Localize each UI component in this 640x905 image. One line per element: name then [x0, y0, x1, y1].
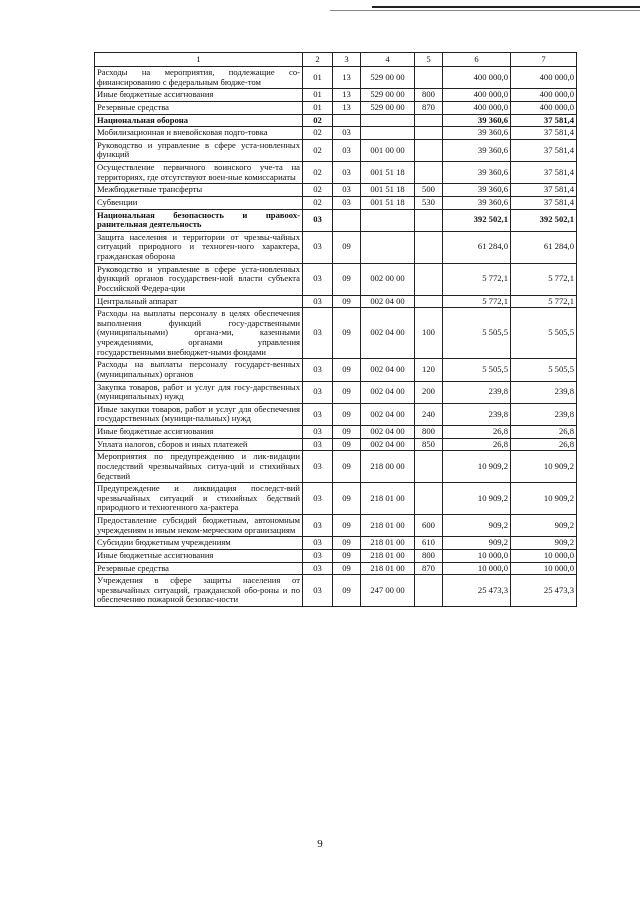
amount-year2-cell: 239,8: [511, 381, 577, 403]
row-name-cell: Центральный аппарат: [95, 295, 303, 308]
target-article-cell: 002 00 00: [361, 263, 415, 295]
section-code-cell: 03: [303, 231, 333, 263]
amount-year1-cell: 5 772,1: [443, 295, 511, 308]
table-body: [95, 67, 577, 607]
table-row: [95, 209, 577, 231]
row-name-cell: Учреждения в сфере защиты населения от чрезвычайных ситуаций, гражданской обо-роны и по обеспечению пожарной безопас-ности: [95, 575, 303, 607]
subsection-code-cell: 09: [333, 426, 361, 439]
amount-year1-cell: 400 000,0: [443, 101, 511, 114]
row-name-cell: Расходы на выплаты персоналу в целях обеспечения выполнения функций госу-дарственными (муниципальными) органа-ми, казенными учреждениями, органами управления государственными внебюджет-ными фондами: [95, 308, 303, 359]
amount-year2-cell: 400 000,0: [511, 101, 577, 114]
subsection-code-cell: 09: [333, 359, 361, 381]
table-row: [95, 231, 577, 263]
table-row: [95, 438, 577, 451]
row-name-cell: Защита населения и территории от чрезвы-чайных ситуаций природного и техноген-ного характера, гражданская оборона: [95, 231, 303, 263]
expense-type-cell: 240: [415, 403, 443, 425]
row-name-cell: Иные бюджетные ассигнования: [95, 426, 303, 439]
expense-type-cell: 530: [415, 196, 443, 209]
target-article-cell: 002 04 00: [361, 426, 415, 439]
table-row: [95, 562, 577, 575]
expense-type-cell: [415, 67, 443, 89]
section-code-cell: 02: [303, 127, 333, 140]
expense-type-cell: 800: [415, 89, 443, 102]
subsection-code-cell: 09: [333, 562, 361, 575]
expense-type-cell: 800: [415, 549, 443, 562]
table-row: [95, 483, 577, 515]
header-cell: 6: [443, 53, 511, 67]
subsection-code-cell: [333, 114, 361, 127]
amount-year1-cell: 39 360,6: [443, 114, 511, 127]
row-name-cell: Мероприятия по предупреждению и лик-видации последствий чрезвычайных ситуа-ций и стихийных бедствий: [95, 451, 303, 483]
target-article-cell: 218 01 00: [361, 549, 415, 562]
subsection-code-cell: [333, 209, 361, 231]
subsection-code-cell: 03: [333, 139, 361, 161]
section-code-cell: 02: [303, 114, 333, 127]
target-article-cell: 002 04 00: [361, 438, 415, 451]
budget-table: [94, 52, 577, 607]
amount-year2-cell: 37 581,4: [511, 184, 577, 197]
amount-year2-cell: 37 581,4: [511, 139, 577, 161]
amount-year2-cell: 61 284,0: [511, 231, 577, 263]
amount-year1-cell: 10 000,0: [443, 562, 511, 575]
amount-year1-cell: 26,8: [443, 438, 511, 451]
table-row: [95, 426, 577, 439]
table-row: [95, 381, 577, 403]
target-article-cell: 529 00 00: [361, 67, 415, 89]
amount-year1-cell: 5 772,1: [443, 263, 511, 295]
expense-type-cell: 610: [415, 537, 443, 550]
section-code-cell: 03: [303, 438, 333, 451]
subsection-code-cell: 09: [333, 263, 361, 295]
target-article-cell: 218 01 00: [361, 483, 415, 515]
amount-year2-cell: 392 502,1: [511, 209, 577, 231]
target-article-cell: 002 04 00: [361, 308, 415, 359]
subsection-code-cell: 03: [333, 127, 361, 140]
section-code-cell: 03: [303, 426, 333, 439]
expense-type-cell: 870: [415, 101, 443, 114]
table-row: [95, 114, 577, 127]
amount-year1-cell: 39 360,6: [443, 162, 511, 184]
expense-type-cell: [415, 231, 443, 263]
section-code-cell: 03: [303, 549, 333, 562]
expense-type-cell: 100: [415, 308, 443, 359]
section-code-cell: 03: [303, 515, 333, 537]
expense-type-cell: 600: [415, 515, 443, 537]
row-name-cell: Мобилизационная и вневойсковая подго-товка: [95, 127, 303, 140]
subsection-code-cell: 09: [333, 308, 361, 359]
subsection-code-cell: 03: [333, 184, 361, 197]
row-name-cell: Иные бюджетные ассигнования: [95, 549, 303, 562]
subsection-code-cell: 13: [333, 89, 361, 102]
header-row: [95, 53, 577, 67]
subsection-code-cell: 03: [333, 196, 361, 209]
amount-year1-cell: 10 000,0: [443, 549, 511, 562]
amount-year1-cell: 239,8: [443, 403, 511, 425]
subsection-code-cell: 03: [333, 162, 361, 184]
amount-year1-cell: 10 909,2: [443, 483, 511, 515]
row-name-cell: Закупка товаров, работ и услуг для госу-дарственных (муниципальных) нужд: [95, 381, 303, 403]
target-article-cell: 247 00 00: [361, 575, 415, 607]
target-article-cell: 529 00 00: [361, 89, 415, 102]
amount-year2-cell: 37 581,4: [511, 162, 577, 184]
subsection-code-cell: 09: [333, 451, 361, 483]
target-article-cell: 002 04 00: [361, 295, 415, 308]
section-code-cell: 01: [303, 101, 333, 114]
section-code-cell: 02: [303, 162, 333, 184]
row-name-cell: Резервные средства: [95, 562, 303, 575]
header-cell: 5: [415, 53, 443, 67]
expense-type-cell: 800: [415, 426, 443, 439]
amount-year1-cell: 5 505,5: [443, 359, 511, 381]
subsection-code-cell: 09: [333, 295, 361, 308]
target-article-cell: 002 04 00: [361, 381, 415, 403]
expense-type-cell: [415, 575, 443, 607]
amount-year2-cell: 37 581,4: [511, 196, 577, 209]
table-row: [95, 89, 577, 102]
table-row: [95, 515, 577, 537]
row-name-cell: Резервные средства: [95, 101, 303, 114]
target-article-cell: 001 51 18: [361, 184, 415, 197]
table-row: [95, 403, 577, 425]
target-article-cell: [361, 114, 415, 127]
amount-year1-cell: 10 909,2: [443, 451, 511, 483]
row-name-cell: Осуществление первичного воинского уче-та на территориях, где отсутствуют воен-ные комиссариаты: [95, 162, 303, 184]
amount-year2-cell: 10 000,0: [511, 549, 577, 562]
section-code-cell: 01: [303, 67, 333, 89]
table-row: [95, 537, 577, 550]
target-article-cell: 218 01 00: [361, 537, 415, 550]
amount-year1-cell: 400 000,0: [443, 67, 511, 89]
amount-year1-cell: 239,8: [443, 381, 511, 403]
amount-year2-cell: 10 909,2: [511, 483, 577, 515]
table-row: [95, 101, 577, 114]
target-article-cell: 001 00 00: [361, 139, 415, 161]
target-article-cell: 002 04 00: [361, 403, 415, 425]
page-number: 9: [317, 838, 323, 850]
target-article-cell: 218 00 00: [361, 451, 415, 483]
row-name-cell: Уплата налогов, сборов и иных платежей: [95, 438, 303, 451]
section-code-cell: 03: [303, 308, 333, 359]
section-code-cell: 02: [303, 184, 333, 197]
section-code-cell: 01: [303, 89, 333, 102]
table-row: [95, 263, 577, 295]
amount-year2-cell: 5 772,1: [511, 263, 577, 295]
table-row: [95, 162, 577, 184]
subsection-code-cell: 09: [333, 381, 361, 403]
row-name-cell: Иные бюджетные ассигнования: [95, 89, 303, 102]
row-name-cell: Расходы на выплаты персоналу государст-венных (муниципальных) органов: [95, 359, 303, 381]
expense-type-cell: [415, 451, 443, 483]
expense-type-cell: 120: [415, 359, 443, 381]
section-code-cell: 03: [303, 263, 333, 295]
subsection-code-cell: 13: [333, 101, 361, 114]
amount-year2-cell: 5 772,1: [511, 295, 577, 308]
header-cell: 7: [511, 53, 577, 67]
table-row: [95, 196, 577, 209]
amount-year1-cell: 39 360,6: [443, 127, 511, 140]
header-cell: 2: [303, 53, 333, 67]
amount-year1-cell: 25 473,3: [443, 575, 511, 607]
header-cell: 4: [361, 53, 415, 67]
subsection-code-cell: 09: [333, 549, 361, 562]
row-name-cell: Предупреждение и ликвидация последст-вий чрезвычайных ситуаций и стихийных бедствий природного и техногенного ха-рактера: [95, 483, 303, 515]
amount-year2-cell: 10 000,0: [511, 562, 577, 575]
expense-type-cell: [415, 263, 443, 295]
section-code-cell: 03: [303, 575, 333, 607]
target-article-cell: 218 01 00: [361, 562, 415, 575]
target-article-cell: 002 04 00: [361, 359, 415, 381]
section-code-cell: 03: [303, 359, 333, 381]
expense-type-cell: [415, 295, 443, 308]
subsection-code-cell: 09: [333, 483, 361, 515]
amount-year1-cell: 909,2: [443, 515, 511, 537]
table-row: [95, 549, 577, 562]
target-article-cell: 001 51 18: [361, 196, 415, 209]
target-article-cell: 001 51 18: [361, 162, 415, 184]
subsection-code-cell: 13: [333, 67, 361, 89]
table-row: [95, 359, 577, 381]
row-name-cell: Руководство и управление в сфере уста-новленных функций органов государствен-ной власти субъекта Российской Федера-ции: [95, 263, 303, 295]
section-code-cell: 03: [303, 403, 333, 425]
section-code-cell: 03: [303, 209, 333, 231]
section-code-cell: 02: [303, 139, 333, 161]
amount-year1-cell: 39 360,6: [443, 184, 511, 197]
amount-year1-cell: 26,8: [443, 426, 511, 439]
expense-type-cell: 850: [415, 438, 443, 451]
target-article-cell: 529 00 00: [361, 101, 415, 114]
section-code-cell: 03: [303, 562, 333, 575]
table-row: [95, 139, 577, 161]
expense-type-cell: 500: [415, 184, 443, 197]
row-name-cell: Расходы на мероприятия, подлежащие со-финансированию с федеральным бюдже-том: [95, 67, 303, 89]
row-name-cell: Субвенции: [95, 196, 303, 209]
section-code-cell: 03: [303, 451, 333, 483]
amount-year1-cell: 39 360,6: [443, 139, 511, 161]
target-article-cell: [361, 231, 415, 263]
amount-year1-cell: 5 505,5: [443, 308, 511, 359]
table-row: [95, 308, 577, 359]
row-name-cell: Национальная оборона: [95, 114, 303, 127]
section-code-cell: 02: [303, 196, 333, 209]
amount-year2-cell: 37 581,4: [511, 127, 577, 140]
top-rule: [372, 6, 640, 8]
row-name-cell: Национальная безопасность и правоох-ранительная деятельность: [95, 209, 303, 231]
row-name-cell: Субсидии бюджетным учреждениям: [95, 537, 303, 550]
amount-year1-cell: 61 284,0: [443, 231, 511, 263]
row-name-cell: Межбюджетные трансферты: [95, 184, 303, 197]
table-row: [95, 184, 577, 197]
expense-type-cell: 200: [415, 381, 443, 403]
amount-year1-cell: 392 502,1: [443, 209, 511, 231]
expense-type-cell: [415, 162, 443, 184]
header-cell: 3: [333, 53, 361, 67]
amount-year2-cell: 909,2: [511, 515, 577, 537]
target-article-cell: 218 01 00: [361, 515, 415, 537]
expense-type-cell: [415, 127, 443, 140]
table-row: [95, 295, 577, 308]
amount-year2-cell: 26,8: [511, 426, 577, 439]
amount-year2-cell: 400 000,0: [511, 67, 577, 89]
amount-year2-cell: 37 581,4: [511, 114, 577, 127]
table-row: [95, 67, 577, 89]
expense-type-cell: 870: [415, 562, 443, 575]
expense-type-cell: [415, 209, 443, 231]
table-row: [95, 127, 577, 140]
table-row: [95, 575, 577, 607]
amount-year1-cell: 39 360,6: [443, 196, 511, 209]
row-name-cell: Предоставление субсидий бюджетным, автономным учреждениям и иным неком-мерческим организациям: [95, 515, 303, 537]
expense-type-cell: [415, 114, 443, 127]
subsection-code-cell: 09: [333, 403, 361, 425]
section-code-cell: 03: [303, 381, 333, 403]
amount-year2-cell: 26,8: [511, 438, 577, 451]
amount-year2-cell: 25 473,3: [511, 575, 577, 607]
table-row: [95, 451, 577, 483]
amount-year2-cell: 400 000,0: [511, 89, 577, 102]
section-code-cell: 03: [303, 483, 333, 515]
subsection-code-cell: 09: [333, 231, 361, 263]
amount-year2-cell: 10 909,2: [511, 451, 577, 483]
expense-type-cell: [415, 483, 443, 515]
subsection-code-cell: 09: [333, 537, 361, 550]
amount-year2-cell: 909,2: [511, 537, 577, 550]
amount-year1-cell: 909,2: [443, 537, 511, 550]
amount-year2-cell: 5 505,5: [511, 308, 577, 359]
amount-year2-cell: 239,8: [511, 403, 577, 425]
expense-type-cell: [415, 139, 443, 161]
target-article-cell: [361, 127, 415, 140]
top-rule-thin: [330, 10, 640, 11]
amount-year2-cell: 5 505,5: [511, 359, 577, 381]
amount-year1-cell: 400 000,0: [443, 89, 511, 102]
row-name-cell: Руководство и управление в сфере уста-новленных функций: [95, 139, 303, 161]
subsection-code-cell: 09: [333, 515, 361, 537]
subsection-code-cell: 09: [333, 575, 361, 607]
row-name-cell: Иные закупки товаров, работ и услуг для обеспечения государственных (муници-пальных) нужд: [95, 403, 303, 425]
header-cell: 1: [95, 53, 303, 67]
target-article-cell: [361, 209, 415, 231]
section-code-cell: 03: [303, 295, 333, 308]
subsection-code-cell: 09: [333, 438, 361, 451]
section-code-cell: 03: [303, 537, 333, 550]
